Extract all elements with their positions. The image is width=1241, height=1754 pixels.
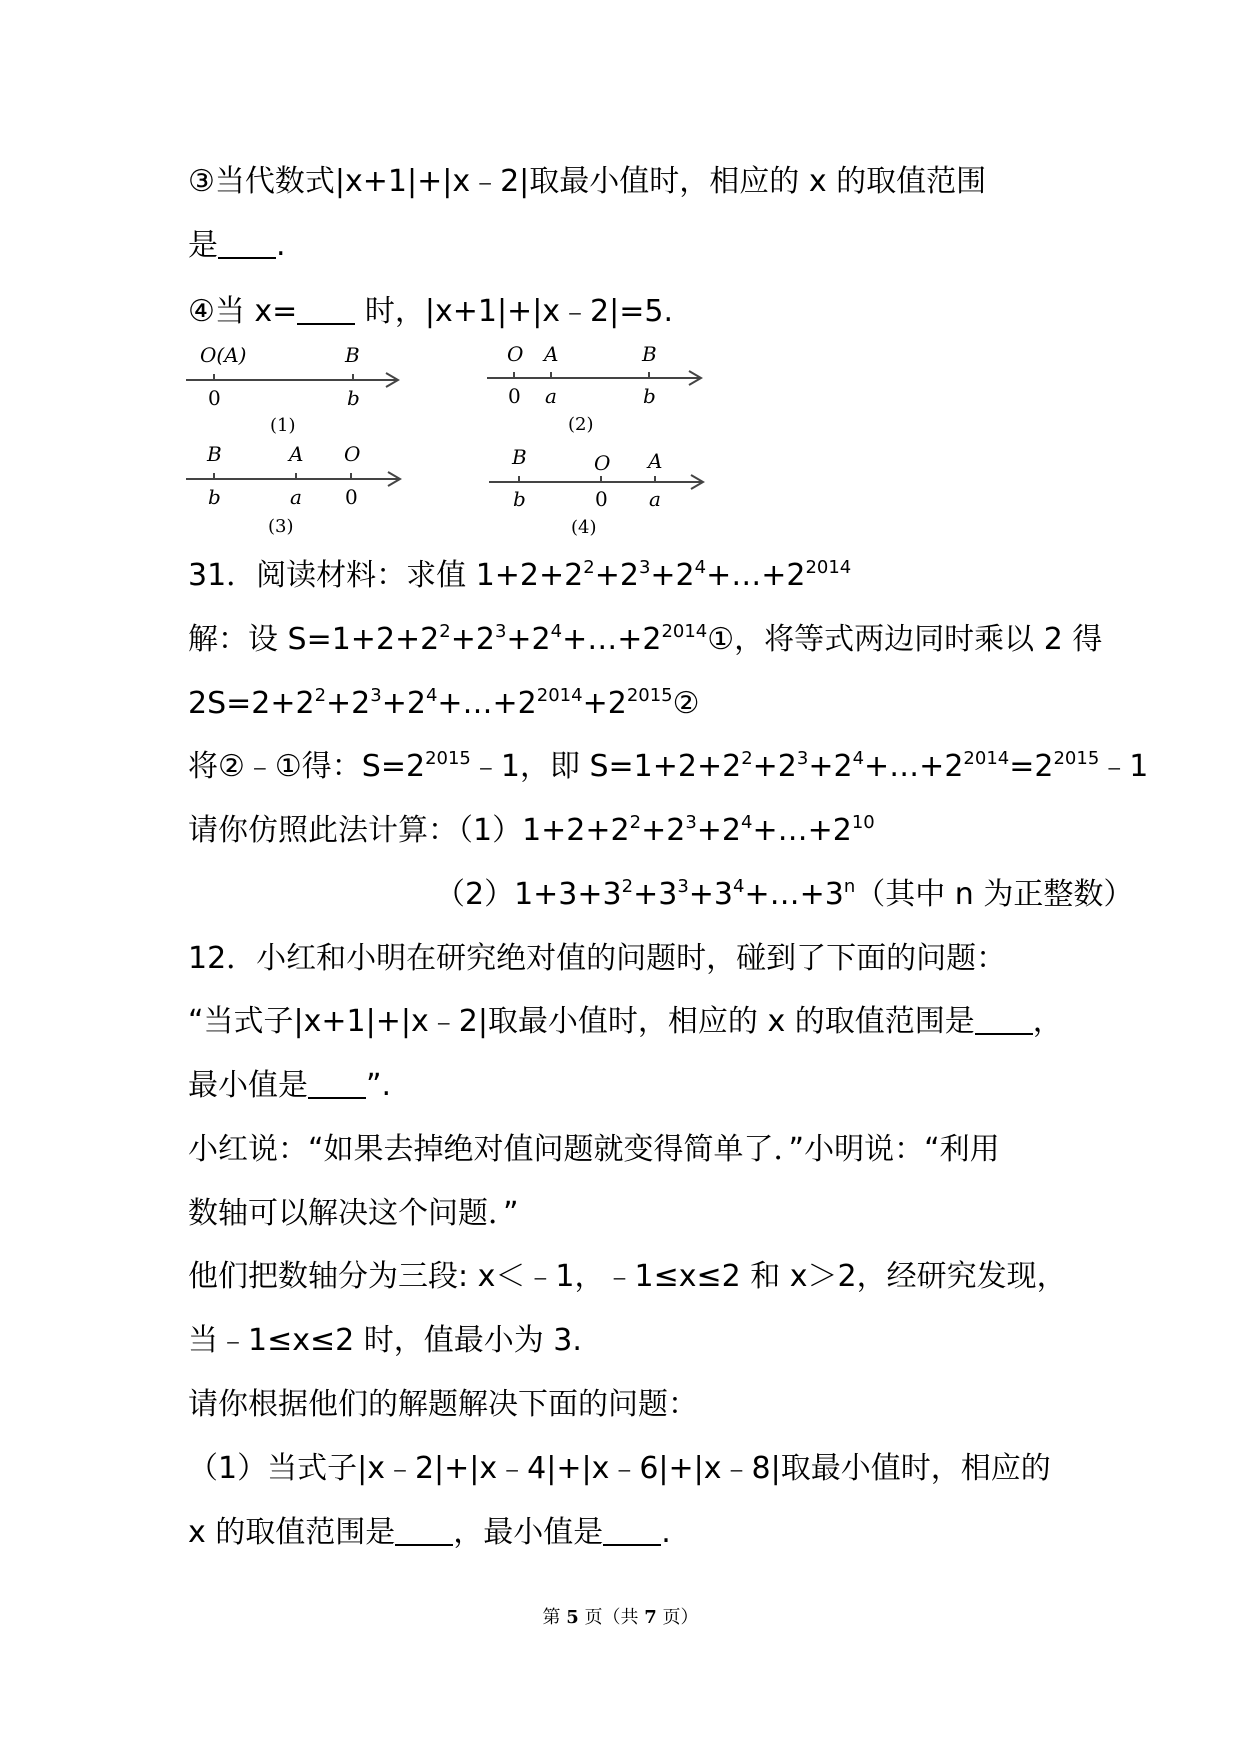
text-segment: （2）1+3+3 [435,877,622,912]
point-label: O(A) [200,343,247,367]
point-label: O [594,451,611,475]
figure-caption: (4) [571,517,597,538]
number-line-figure-1 [186,342,406,436]
exponent: 3 [494,621,507,642]
exponent: 3 [677,876,689,897]
point-label: B [207,442,222,466]
text-segment: 最小值是 [188,1068,308,1103]
text-segment: 页（共 [578,1607,645,1628]
point-label: O [507,342,524,366]
point-label: B [345,343,360,367]
text-segment: 解：设 S=1+2+2 [188,622,440,657]
answer-blank [603,1514,661,1546]
text-segment: 页） [656,1607,699,1628]
text-segment: 第 [542,1607,567,1628]
text-segment: +…+2 [562,622,662,657]
exponent: 2 [621,876,634,897]
text-segment: +2 [650,558,695,593]
answer-blank [218,227,276,259]
problem31-task2 [435,875,1133,915]
text-segment: （其中 n 为正整数） [855,877,1134,912]
answer-blank [395,1514,453,1546]
text-segment: +…+3 [744,877,844,912]
exponent: 2 [314,685,327,706]
text-segment: +…+2 [437,686,537,721]
point-value: 0 [508,384,521,408]
text-segment: +3 [633,877,678,912]
exponent: 2015 [626,685,673,706]
number-line-figure-2 [487,342,707,435]
text-segment: +2 [506,622,551,657]
item3-line2-pre: 是 [188,228,218,263]
text-segment: +…+2 [864,749,964,784]
point-value: 0 [208,386,221,410]
exponent: 3 [796,748,809,769]
point-label: B [642,342,657,366]
point-label: A [648,449,663,473]
item4-line [188,292,673,332]
problem31-solution-line2 [188,684,700,724]
text-segment: x 的取值范围是 [188,1515,396,1550]
text-segment: ﹣1，即 S=1+2+2 [470,749,742,784]
exponent: 3 [370,685,382,706]
problem12-line7: 当﹣1≤x≤2 时，值最小为 3. [188,1323,582,1358]
item4-post: 时，|x+1|+|x﹣2|=5. [355,294,674,329]
exponent: 4 [550,621,563,642]
text-segment: +3 [688,877,733,912]
text-segment: +2 [641,813,686,848]
item3-line1: ③当代数式|x+1|+|x﹣2|取最小值时，相应的 x 的取值范围 [188,164,987,199]
text-segment: ①，将等式两边同时乘以 2 得 [707,622,1103,657]
point-value: b [513,487,526,511]
problem12-line3 [188,1066,391,1106]
text-segment: +2 [381,686,426,721]
problem12-line4: 小红说：“如果去掉绝对值问题就变得简单了．”小明说：“利用 [188,1132,1000,1167]
text-segment: ”. [366,1068,392,1103]
page-footer [0,1603,1241,1629]
problem12-line1: 12．小红和小明在研究绝对值的问题时，碰到了下面的问题： [188,941,1007,976]
exponent: 4 [694,557,707,578]
exponent: 2014 [805,557,852,578]
problem31-task1 [188,811,875,851]
exponent: 2 [583,557,595,578]
point-value: 0 [595,487,608,511]
exponent: n [843,876,856,897]
problem31-solution-line3 [188,747,1148,787]
text-segment: +…+2 [752,813,852,848]
point-value: b [643,384,656,408]
text-segment: “当式子|x+1|+|x﹣2|取最小值时，相应的 x 的取值范围是 [188,1004,975,1039]
exponent: 4 [852,748,865,769]
exponent: 2014 [963,748,1010,769]
text-segment: ﹣1 [1099,749,1149,784]
problem12-line2 [188,1002,1063,1042]
point-value: a [649,487,661,511]
exponent: 2014 [661,621,708,642]
number-line-figure-4 [489,446,709,536]
text-segment: +2 [594,558,639,593]
point-label: B [512,445,527,469]
text-segment: +2 [582,686,627,721]
text-segment: ，最小值是 [453,1515,604,1550]
figure-caption: (3) [268,516,294,537]
exponent: 4 [741,812,753,833]
figure-caption: (2) [568,414,594,435]
exponent: 2014 [536,685,583,706]
exponent: 3 [685,812,697,833]
problem12-line8: 请你根据他们的解题解决下面的问题： [188,1387,698,1422]
exponent: 2 [741,748,753,769]
text-segment: 将②﹣①得：S=2 [188,749,426,784]
text-segment: +2 [450,622,495,657]
number-line-figure-3 [186,442,406,537]
point-value: a [290,485,302,509]
point-value: a [545,384,557,408]
text-segment: 31．阅读材料：求值 1+2+2 [188,558,584,593]
exponent: 2 [629,812,642,833]
answer-blank [975,1003,1033,1035]
text-segment: +2 [326,686,371,721]
exponent: 2 [439,621,451,642]
exponent: 4 [425,685,438,706]
text-segment: . [661,1515,671,1550]
text-segment: +2 [808,749,853,784]
exponent: 2015 [1053,748,1100,769]
text-segment: +…+2 [706,558,806,593]
text-segment: ， [1032,1004,1063,1039]
point-label: O [344,442,361,466]
item4-pre: ④当 x= [188,294,298,329]
point-label: A [289,442,304,466]
exponent: 3 [638,557,651,578]
figure-caption: (1) [270,415,296,436]
page-total: 7 [644,1607,657,1628]
problem12-line10 [188,1513,671,1553]
text-segment: +2 [696,813,741,848]
text-segment: ② [672,686,700,721]
item3-line2-post: . [276,228,286,263]
text-segment: 请你仿照此法计算：（1）1+2+2 [188,813,630,848]
point-value: b [208,485,221,509]
problem12-line6: 他们把数轴分为三段: x＜﹣1，﹣1≤x≤2 和 x＞2，经研究发现， [188,1259,1067,1294]
answer-blank [308,1067,366,1099]
problem12-line9: （1）当式子|x﹣2|+|x﹣4|+|x﹣6|+|x﹣8|取最小值时，相应的 [188,1451,1051,1486]
answer-blank [297,293,355,325]
problem12-line5: 数轴可以解决这个问题．” [188,1196,519,1231]
point-label: A [544,342,559,366]
exponent: 4 [733,876,745,897]
text-segment: 2S=2+2 [188,686,315,721]
text-segment: +2 [752,749,797,784]
point-value: b [347,386,360,410]
exponent: 2015 [425,748,471,769]
point-value: 0 [345,485,358,509]
problem31-title [188,556,851,596]
problem31-solution-line1 [188,620,1102,660]
item3-line2 [188,226,286,266]
exponent: 10 [851,812,875,833]
text-segment: =2 [1009,749,1054,784]
page-number: 5 [566,1607,579,1628]
